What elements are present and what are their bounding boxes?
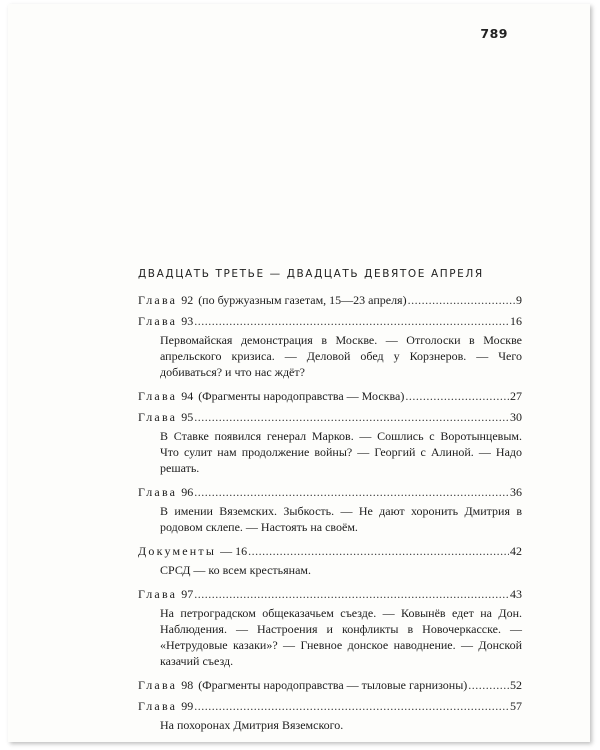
entry-number: 97 — [181, 587, 194, 601]
entry-page: 57 — [510, 699, 522, 713]
toc-entry-chapter-94 — [138, 388, 522, 404]
dot-leader — [194, 586, 509, 602]
toc-entry-documents-16 — [138, 543, 522, 578]
entry-number: 93 — [181, 314, 194, 328]
book-page — [8, 4, 590, 742]
toc-entry-line — [138, 484, 522, 500]
entry-label: Глава — [138, 485, 178, 499]
page-number: 789 — [480, 26, 508, 41]
entry-description: На петроградском общеказачьем съезде. — Ковынёв едет на Дон. Наблюдения. — Настроения и конфликты в Новочеркасске. — «Нетрудовые казаки»? — Гневное донское наводнение. — Донской казачий съезд. — [160, 606, 522, 668]
toc-entry-line — [138, 388, 522, 404]
entry-page: 52 — [510, 678, 522, 692]
entry-page: 36 — [510, 485, 522, 499]
entry-page: 43 — [510, 587, 522, 601]
entry-description: На похоронах Дмитрия Вяземского. — [160, 718, 344, 732]
toc-entry-chapter-97 — [138, 586, 522, 669]
toc-entry-line — [138, 313, 522, 329]
toc-entry-line — [138, 543, 522, 559]
toc-entry-line — [138, 409, 522, 425]
table-of-contents — [138, 292, 522, 741]
entry-page: 27 — [510, 389, 522, 403]
entry-label: Глава — [138, 389, 178, 403]
entry-label: Документы — [138, 544, 217, 558]
section-title: ДВАДЦАТЬ ТРЕТЬЕ — ДВАДЦАТЬ ДЕВЯТОЕ АПРЕЛЯ — [138, 268, 484, 280]
entry-number: 94 — [181, 389, 194, 403]
toc-entry-line — [138, 698, 522, 714]
entry-label: Глава — [138, 293, 178, 307]
entry-label: Глава — [138, 314, 178, 328]
toc-entry-line — [138, 586, 522, 602]
entry-page: 16 — [510, 314, 522, 328]
entry-number: 99 — [181, 699, 194, 713]
dot-leader — [405, 388, 509, 404]
toc-entry-chapter-99 — [138, 698, 522, 733]
toc-entry-chapter-96 — [138, 484, 522, 535]
entry-number: 98 — [181, 678, 194, 692]
dot-leader — [194, 313, 509, 329]
entry-description: Первомайская демонстрация в Москве. — Отголоски в Москве апрельского кризиса. — Деловой обед у Корзнеров. — Чего добиваться? и что нас ждёт? — [160, 333, 522, 379]
entry-page: 42 — [510, 544, 522, 558]
toc-entry-chapter-93 — [138, 313, 522, 380]
entry-description: СРСД — ко всем крестьянам. — [160, 563, 311, 577]
toc-entry-line — [138, 292, 522, 308]
entry-page: 30 — [510, 410, 522, 424]
entry-label: Глава — [138, 587, 178, 601]
entry-label: Глава — [138, 699, 178, 713]
entry-subtitle: (Фрагменты народоправства — Москва) — [198, 389, 405, 403]
entry-label: Глава — [138, 410, 178, 424]
toc-entry-chapter-95 — [138, 409, 522, 476]
dot-leader — [194, 484, 509, 500]
dot-leader — [248, 543, 509, 559]
toc-entry-line — [138, 677, 522, 693]
toc-entry-chapter-92 — [138, 292, 522, 308]
dot-leader — [468, 677, 509, 693]
entry-number: — 16 — [220, 544, 248, 558]
entry-description: В имении Вяземских. Зыбкость. — Не дают хоронить Дмитрия в родовом склепе. — Настоять на своём. — [160, 504, 522, 534]
entry-number: 95 — [181, 410, 194, 424]
entry-number: 96 — [181, 485, 194, 499]
toc-entry-chapter-98 — [138, 677, 522, 693]
entry-description: В Ставке появился генерал Марков. — Сошлись с Воротынцевым. Что сулит нам продолжение войны? — Георгий с Алиной. — Надо решать. — [160, 429, 522, 475]
dot-leader — [408, 292, 515, 308]
entry-subtitle: (Фрагменты народоправства — тыловые гарнизоны) — [198, 678, 468, 692]
entry-label: Глава — [138, 678, 178, 692]
dot-leader — [194, 409, 509, 425]
entry-page: 9 — [516, 293, 522, 307]
entry-number: 92 — [181, 293, 194, 307]
entry-subtitle: (по буржуазным газетам, 15—23 апреля) — [198, 293, 407, 307]
dot-leader — [194, 698, 509, 714]
